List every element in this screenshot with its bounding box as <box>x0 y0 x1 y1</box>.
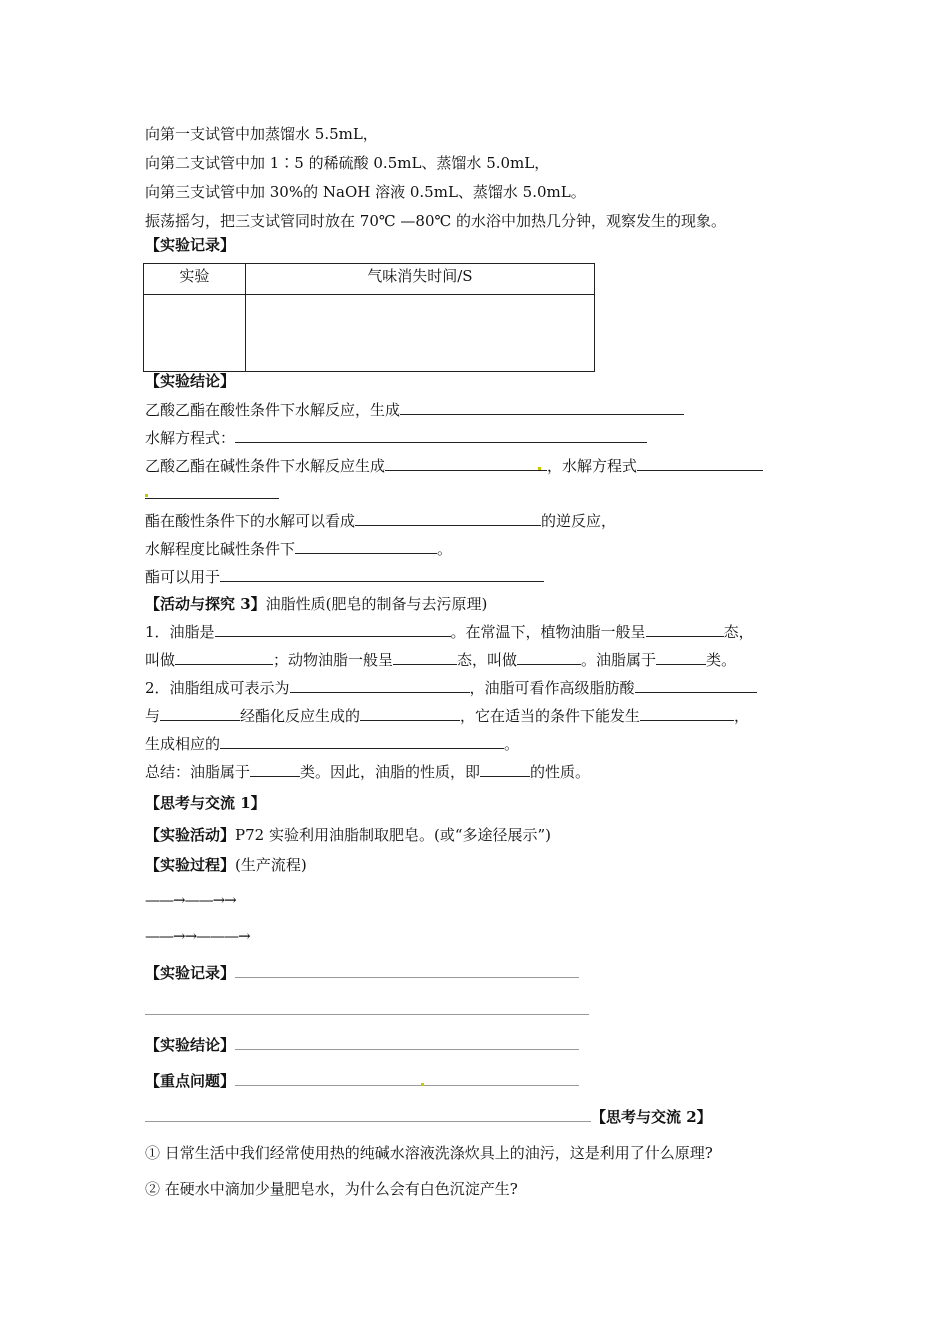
record-heading: 【实验记录】 <box>145 236 236 254</box>
exp-activity-line <box>145 825 551 845</box>
blank-animal-state[interactable] <box>393 650 457 665</box>
activity3-text-4b: 经酯化反应生成的 <box>240 707 361 725</box>
blank-base-equation[interactable] <box>637 456 763 471</box>
process-flow-2: ——→→———→ <box>145 927 250 945</box>
activity3-text-2d: 。油脂属于 <box>581 651 657 669</box>
activity3-line-1 <box>145 622 754 642</box>
activity3-line-5 <box>145 734 519 754</box>
conclusion-line-4 <box>145 511 616 531</box>
conclusion-text-3a: 乙酸乙酯在碱性条件下水解反应生成 <box>145 457 386 475</box>
key-heading: 【重点问题】 <box>145 1072 236 1090</box>
table-header-time: 气味消失时间/S <box>245 264 594 295</box>
activity3-heading-bold: 【活动与探究 3】 <box>145 595 266 613</box>
activity3-line-4 <box>145 706 749 726</box>
activity3-text-4a: 与 <box>145 707 161 725</box>
activity3-text-4c: ，它在适当的条件下能发生 <box>460 707 641 725</box>
activity3-text-5b: 。 <box>504 735 520 753</box>
record2-line-cont <box>145 1000 589 1020</box>
record2-heading: 【实验记录】 <box>145 964 236 982</box>
blank-reaction-type[interactable] <box>640 706 734 721</box>
key-line <box>145 1071 579 1091</box>
conclusion-heading: 【实验结论】 <box>145 372 236 390</box>
conclusion-line-3 <box>145 456 763 476</box>
conclusion-text-6: 酯可以用于 <box>145 568 221 586</box>
activity3-text-4d: ， <box>734 707 750 725</box>
intro-line-4: 振荡摇匀，把三支试管同时放在 70℃ —80℃ 的水浴中加热几分钟，观察发生的现象。 <box>145 212 727 230</box>
activity3-line-2 <box>145 650 736 670</box>
process-bold: 【实验过程】 <box>145 856 236 874</box>
blank-animal-name[interactable] <box>517 650 581 665</box>
intro-line-2: 向第二支试管中加 1∶5 的稀硫酸 0.5mL、蒸馏水 5.0mL， <box>145 154 550 172</box>
process-line <box>145 855 307 875</box>
record2-line <box>145 963 579 983</box>
blank-key[interactable] <box>235 1071 579 1086</box>
activity3-text-2c: 态，叫做 <box>457 651 518 669</box>
blank-corresponding-products[interactable] <box>220 734 504 749</box>
activity3-text-1c: 态， <box>723 623 754 641</box>
blank-conclusion2[interactable] <box>235 1035 579 1050</box>
conclusion-text-4a: 酯在酸性条件下的水解可以看成 <box>145 512 356 530</box>
table-cell-time[interactable] <box>245 295 594 372</box>
process-rest: (生产流程) <box>235 856 307 874</box>
blank-vegetable-state[interactable] <box>646 622 724 637</box>
activity3-text-2e: 类。 <box>706 651 737 669</box>
record-table <box>143 263 595 372</box>
activity3-text-2b: ；动物油脂一般呈 <box>273 651 394 669</box>
blank-base-products[interactable] <box>385 456 547 471</box>
blank-fat-formula[interactable] <box>290 678 470 693</box>
table-header-experiment: 实验 <box>144 264 246 295</box>
activity3-line-3 <box>145 678 757 698</box>
speck-mark <box>421 1083 424 1086</box>
conclusion-text-3b: ，水解方程式 <box>547 457 638 475</box>
activity3-text-1b: 。在常温下，植物油脂一般呈 <box>450 623 646 641</box>
intro-line-3: 向第三支试管中加 30%的 NaOH 溶液 0.5mL、蒸馏水 5.0mL。 <box>145 183 586 201</box>
activity3-text-5a: 生成相应的 <box>145 735 221 753</box>
speck-mark <box>538 467 541 470</box>
conclusion-text-5b: 。 <box>437 540 453 558</box>
blank-summary-class[interactable] <box>250 762 300 777</box>
blank-ester-uses[interactable] <box>220 567 544 582</box>
activity3-text-3a: 2．油脂组成可表示为 <box>145 679 290 697</box>
blank-key-cont[interactable] <box>145 1107 591 1122</box>
blank-record2-cont[interactable] <box>145 1000 589 1015</box>
blank-summary-property[interactable] <box>480 762 530 777</box>
blank-vegetable-name[interactable] <box>175 650 273 665</box>
blank-hydrolysis-equation[interactable] <box>235 428 647 443</box>
conclusion-line-2 <box>145 428 647 448</box>
speck-mark <box>145 494 148 497</box>
blank-hydrolysis-degree[interactable] <box>295 539 437 554</box>
conclusion-text-5a: 水解程度比碱性条件下 <box>145 540 296 558</box>
question-1: ① 日常生活中我们经常使用热的纯碱水溶液洗涤炊具上的油污，这是利用了什么原理? <box>145 1144 713 1162</box>
conclusion-line-6 <box>145 567 544 587</box>
question-2: ② 在硬水中滴加少量肥皂水，为什么会有白色沉淀产生? <box>145 1180 518 1198</box>
activity3-text-6c: 的性质。 <box>530 763 591 781</box>
activity3-summary <box>145 762 590 782</box>
conclusion-line-3-cont <box>145 484 279 504</box>
conclusion-text-2: 水解方程式： <box>145 429 236 447</box>
activity3-text-3b: ，油脂可看作高级脂肪酸 <box>469 679 635 697</box>
table-cell-experiment[interactable] <box>144 295 246 372</box>
activity3-text-6b: 类。因此，油脂的性质，即 <box>300 763 481 781</box>
activity3-heading-rest: 油脂性质(肥皂的制备与去污原理) <box>265 595 488 613</box>
conclusion2-line <box>145 1035 579 1055</box>
blank-fat-class[interactable] <box>656 650 706 665</box>
think1-heading: 【思考与交流 1】 <box>145 794 266 812</box>
blank-fatty-acid[interactable] <box>635 678 757 693</box>
blank-ester-product[interactable] <box>360 706 460 721</box>
process-flow-1: ——→——→→ <box>145 891 236 909</box>
exp-activity-bold: 【实验活动】 <box>145 826 236 844</box>
blank-base-equation-cont[interactable] <box>145 484 279 499</box>
intro-line-1: 向第一支试管中加蒸馏水 5.5mL， <box>145 125 378 143</box>
conclusion-line-5 <box>145 539 452 559</box>
blank-record2[interactable] <box>235 963 579 978</box>
blank-acid-products[interactable] <box>400 400 684 415</box>
conclusion-text-4b: 的逆反应， <box>541 512 617 530</box>
conclusion2-heading: 【实验结论】 <box>145 1036 236 1054</box>
conclusion-text-1: 乙酸乙酯在酸性条件下水解反应，生成 <box>145 401 401 419</box>
exp-activity-rest: P72 实验利用油脂制取肥皂。(或“多途径展示”) <box>235 826 552 844</box>
think2-heading: 【思考与交流 2】 <box>591 1108 712 1126</box>
blank-fat-definition[interactable] <box>215 622 451 637</box>
think2-line <box>145 1107 712 1127</box>
activity3-text-6a: 总结：油脂属于 <box>145 763 251 781</box>
activity3-text-2a: 叫做 <box>145 651 176 669</box>
activity3-text-1a: 1．油脂是 <box>145 623 215 641</box>
blank-reverse-reaction[interactable] <box>355 511 541 526</box>
blank-glycerol[interactable] <box>160 706 240 721</box>
activity3-heading <box>145 594 487 614</box>
conclusion-line-1 <box>145 400 684 420</box>
